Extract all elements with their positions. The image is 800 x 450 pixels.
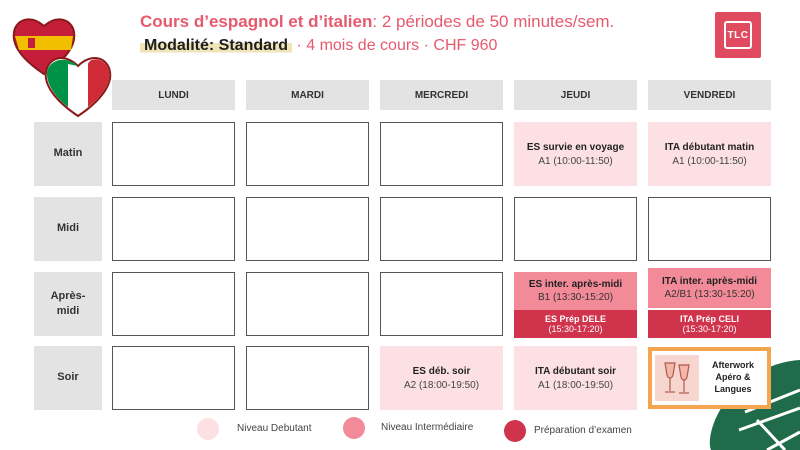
day-header-lundi: LUNDI: [112, 80, 235, 110]
slot-mardi-apres-midi: [246, 272, 369, 336]
slot-vendredi-midi: [648, 197, 771, 261]
afterwork-label: Afterwork Apéro & Langues: [711, 360, 754, 394]
course-ita-inter-apres-midi: [648, 268, 771, 338]
course-ita-debutant-matin: [648, 122, 771, 186]
slot-jeudi-midi: [514, 197, 637, 261]
course-ita-debutant-soir: [514, 346, 637, 410]
flag-hearts-icon: [4, 4, 124, 124]
course-exam-prep-block: [514, 310, 637, 338]
modalite-label: Modalité: Standard: [140, 37, 292, 54]
period-label-midi: Midi: [34, 197, 102, 261]
course-title: ITA débutant soir: [534, 365, 617, 377]
legend-label-examen: Préparation d’examen: [534, 425, 632, 436]
legend-swatch-debutant: [197, 418, 219, 440]
course-time: B1 (13:30-15:20): [537, 292, 614, 303]
slot-lundi-midi: [112, 197, 235, 261]
course-exam-prep-block: [648, 310, 771, 338]
slot-mardi-soir: [246, 346, 369, 410]
course-time: A2/B1 (13:30-15:20): [664, 289, 755, 300]
day-header-vendredi: VENDREDI: [648, 80, 771, 110]
exam-title: ES Prép DELE: [544, 314, 607, 324]
day-header-mercredi: MERCREDI: [380, 80, 503, 110]
exam-title: ITA Prép CELI: [679, 314, 739, 324]
course-time: A2 (18:00-19:50): [403, 379, 480, 391]
afterwork-card: [648, 347, 771, 409]
exam-time: (15:30-17:20): [682, 324, 737, 334]
legend-label-debutant: Niveau Debutant: [237, 423, 312, 434]
course-title: ES survie en voyage: [526, 141, 625, 153]
italy-flag-heart-icon: [46, 58, 110, 116]
period-label-soir: Soir: [34, 346, 102, 410]
course-intermediate-block: [514, 272, 637, 310]
period-label-apres-midi: Après- midi: [34, 272, 102, 336]
slot-mercredi-apres-midi: [380, 272, 503, 336]
course-intermediate-block: [648, 268, 771, 308]
period-label-matin: Matin: [34, 122, 102, 186]
day-header-jeudi: JEUDI: [514, 80, 637, 110]
course-title: ITA inter. après-midi: [661, 276, 758, 287]
exam-time: (15:30-17:20): [548, 324, 603, 334]
page-title: Cours d’espagnol et d’italien: 2 périodes de 50 minutes/sem.: [140, 12, 615, 31]
slot-lundi-apres-midi: [112, 272, 235, 336]
course-es-deb-soir: [380, 346, 503, 410]
legend-label-intermediaire: Niveau Intermédiaire: [381, 422, 474, 433]
slot-mardi-matin: [246, 122, 369, 186]
slot-lundi-matin: [112, 122, 235, 186]
slot-mercredi-midi: [380, 197, 503, 261]
course-time: A1 (18:00-19:50): [537, 379, 614, 391]
slot-mardi-midi: [246, 197, 369, 261]
slot-lundi-soir: [112, 346, 235, 410]
course-title: ITA débutant matin: [664, 141, 755, 153]
course-es-survie-voyage: [514, 122, 637, 186]
legend-swatch-examen: [504, 420, 526, 442]
legend-swatch-intermediaire: [343, 417, 365, 439]
wine-glasses-icon: [655, 355, 699, 401]
slot-mercredi-matin: [380, 122, 503, 186]
course-time: A1 (10:00-11:50): [672, 155, 747, 167]
course-title: ES déb. soir: [412, 365, 471, 377]
course-es-inter-apres-midi: [514, 272, 637, 338]
tlc-logo: TLC: [715, 12, 761, 58]
course-time: A1 (10:00-11:50): [538, 155, 613, 167]
course-title: ES inter. après-midi: [528, 279, 623, 290]
day-header-mardi: MARDI: [246, 80, 369, 110]
page-subtitle: Modalité: Standard · 4 mois de cours · CHF 960: [140, 37, 497, 55]
